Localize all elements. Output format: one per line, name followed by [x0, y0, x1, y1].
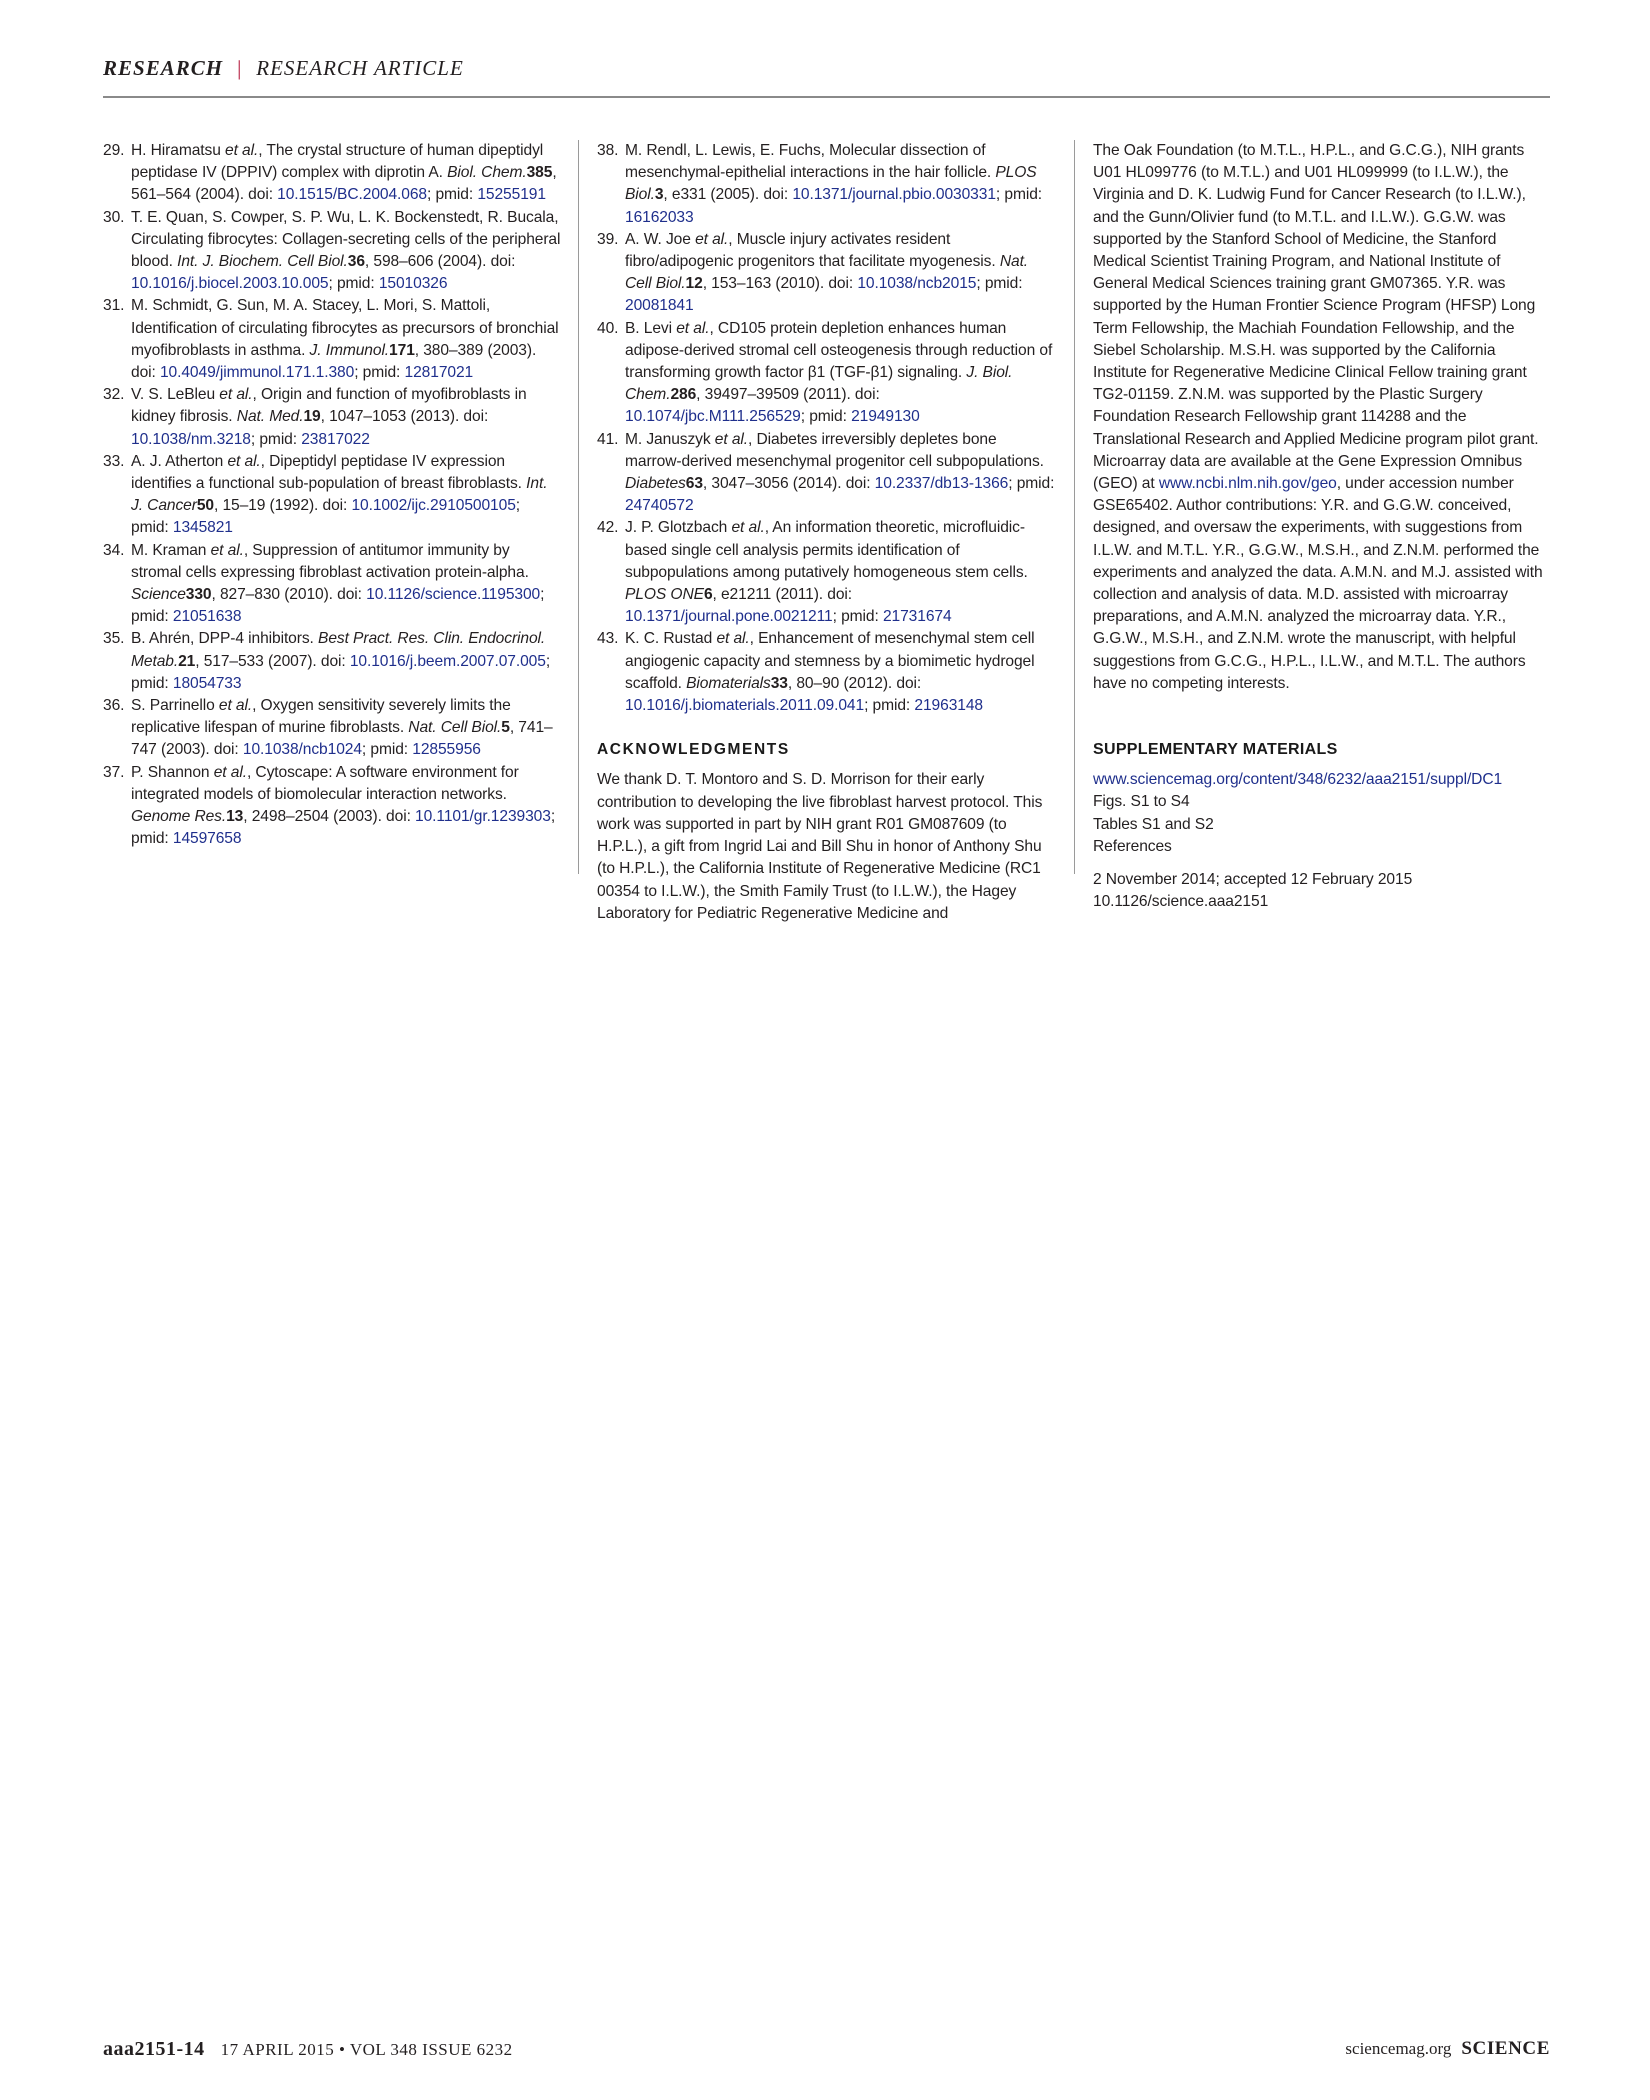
reference-doi-link[interactable]: 10.1038/ncb1024	[242, 741, 362, 759]
reference-item	[597, 628, 1057, 717]
reference-doi-link[interactable]: 10.1371/journal.pone.0021211	[625, 608, 833, 626]
reference-item	[597, 318, 1057, 429]
reference-title: , Dipeptidyl peptidase IV expression identifies a functional sub-population of breast fibroblasts.	[131, 452, 527, 493]
reference-item	[103, 295, 561, 384]
reference-title: , Muscle injury activates resident fibro/adipogenic progenitors that facilitate myogenesis.	[625, 230, 1000, 271]
reference-authors: S. Parrinello	[131, 697, 219, 715]
reference-authors: A. W. Joe	[625, 230, 696, 248]
footer-right	[1345, 2038, 1550, 2060]
submission-dates: 2 November 2014; accepted 12 February 2015	[1093, 871, 1413, 889]
reference-authors: J. P. Glotzbach	[625, 519, 732, 537]
reference-pmid-label: ; pmid:	[131, 497, 521, 537]
reference-pages: , e21211 (2011). doi:	[712, 586, 853, 604]
reference-number: 37.	[103, 763, 125, 781]
reference-pmid-label: ; pmid:	[131, 652, 551, 692]
reference-pages: , 1047–1053 (2013). doi:	[320, 408, 489, 426]
reference-volume: 19	[303, 408, 321, 426]
reference-doi-link[interactable]: 10.1002/ijc.2910500105	[351, 497, 516, 515]
reference-item	[103, 762, 561, 851]
reference-pmid-label: ; pmid:	[864, 697, 915, 715]
reference-volume: 12	[685, 275, 703, 293]
supp-item-tables: Tables S1 and S2	[1093, 815, 1214, 833]
reference-doi-link[interactable]: 10.1016/j.beem.2007.07.005	[349, 652, 546, 670]
reference-etal: et al.	[695, 230, 729, 248]
reference-volume: 171	[389, 341, 415, 359]
reference-etal: et al.	[731, 519, 765, 537]
reference-etal: et al.	[218, 697, 253, 715]
reference-volume: 33	[770, 674, 788, 692]
reference-authors: M. Kraman	[131, 541, 211, 559]
column-rule-1	[578, 140, 579, 874]
reference-doi-link[interactable]: 10.1126/science.1195300	[366, 586, 541, 604]
acknowledgments-column-3	[1093, 140, 1550, 911]
header-separator: |	[237, 56, 243, 80]
reference-volume: 63	[685, 475, 703, 493]
supp-item-references: References	[1093, 837, 1172, 855]
reference-authors: K. C. Rustad	[625, 630, 717, 648]
reference-pages: , e331 (2005). doi:	[663, 186, 793, 204]
reference-title: , Origin and function of myofibroblasts in kidney fibrosis.	[131, 386, 527, 426]
reference-doi-link[interactable]: 10.1074/jbc.M111.256529	[625, 408, 801, 426]
ack-text-b: The Oak Foundation (to M.T.L., H.P.L., and G.C.G.), NIH grants U01 HL099776 (to M.T.L.) and U01 HL099999 (to I.L.W.), the Virginia and D. K. Ludwig Fund for Cancer Research (to I.L.W.), and the Gunn/Olivier fund (to M.T.L. and I.L.W.). G.G.W. was supported by the Stanford School of Medicine, the Stanford Medical Scientist Training Program, and National Institute of General Medical Sciences training grant GM07365. Y.R. was supported by the Human Frontier Science Program (HFSP) Long Term Fellowship, the Machiah Foundation Fellowship, and the Siebel Scholarship. M.S.H. was supported by the California Institute for Regenerative Medicine Clinical Fellow training grant TG2-01159. Z.N.M. was supported by the Plastic Surgery Foundation Research Fellowship grant 114288 and the Translational Research and Applied Medicine program pilot grant. Microarray data are available at the Gene Expression Omnibus (GEO) at	[1093, 142, 1539, 493]
reference-title: , CD105 protein depletion enhances human adipose-derived stromal cell osteogenesis through reduction of transforming growth factor β1 (TGF-β1) signaling.	[625, 319, 1053, 382]
reference-pages: , 741–747 (2003). doi:	[131, 719, 553, 759]
reference-pages: , 517–533 (2007). doi:	[195, 652, 350, 670]
reference-doi-link[interactable]: 10.1016/j.biocel.2003.10.005	[131, 275, 329, 293]
reference-pmid-link[interactable]: 21731674	[882, 608, 952, 626]
reference-pmid-link[interactable]: 24740572	[625, 497, 694, 515]
reference-pmid-label: ; pmid:	[976, 275, 1023, 293]
reference-item	[597, 140, 1057, 229]
acknowledgments-text-a: We thank D. T. Montoro and S. D. Morrison for their early contribution to developing the live fibroblast harvest protocol. This work was supported in part by NIH grant R01 GM087609 (to H.P.L.), a gift from Ingrid Lai and Bill Shu in honor of Anthony Shu (to H.P.L.), the California Institute of Regenerative Medicine (RC1 00354 to I.L.W.), the Smith Family Trust (to I.L.W.), the Hagey Laboratory for Pediatric Regenerative Medicine and	[597, 771, 1043, 922]
reference-doi-link[interactable]: 10.1038/ncb2015	[857, 275, 977, 293]
reference-authors: B. Ahrén, DPP-4 inhibitors.	[131, 630, 319, 648]
reference-item	[103, 695, 561, 762]
reference-item	[103, 540, 561, 629]
reference-etal: et al.	[716, 630, 750, 648]
reference-journal: Nat. Cell Biol.	[408, 719, 502, 737]
page-number: aaa2151-14	[103, 2038, 205, 2060]
column-rule-2	[1074, 140, 1075, 874]
reference-journal: Genome Res.	[131, 808, 227, 826]
supp-item-figs: Figs. S1 to S4	[1093, 793, 1190, 811]
reference-pmid-link[interactable]: 21949130	[851, 408, 920, 426]
reference-title: , Enhancement of mesenchymal stem cell angiogenic capacity and stemness by a biomimetic hydrogel scaffold.	[625, 630, 1035, 692]
reference-authors: A. J. Atherton	[131, 452, 228, 470]
reference-doi-link[interactable]: 10.1371/journal.pbio.0030331	[792, 186, 996, 204]
reference-number: 31.	[103, 297, 125, 315]
reference-item	[103, 207, 561, 296]
reference-number: 32.	[103, 386, 125, 404]
reference-journal: Diabetes	[625, 475, 686, 493]
reference-volume: 6	[703, 586, 713, 604]
footer-brand: SCIENCE	[1461, 2038, 1550, 2059]
reference-journal: Science	[131, 586, 186, 604]
reference-etal: et al.	[213, 763, 247, 781]
reference-number: 36.	[103, 697, 125, 715]
reference-journal: Int. J. Biochem. Cell Biol.	[177, 253, 348, 271]
reference-number: 34.	[103, 541, 125, 559]
reference-journal: Nat. Cell Biol.	[625, 253, 1029, 293]
reference-pages: , 827–830 (2010). doi:	[211, 586, 367, 604]
reference-journal: Biol. Chem.	[447, 164, 527, 182]
article-doi: 10.1126/science.aaa2151	[1093, 893, 1269, 911]
reference-number: 39.	[597, 230, 619, 248]
reference-title: , An information theoretic, microfluidic-based single cell analysis permits identification of subpopulations among putatively homogeneous stem cells.	[625, 519, 1028, 581]
reference-pages: , 39497–39509 (2011). doi:	[696, 386, 880, 404]
reference-item	[597, 517, 1057, 628]
reference-pmid-link[interactable]: 21051638	[172, 608, 242, 626]
reference-etal: et al.	[219, 386, 253, 404]
reference-pmid-link[interactable]: 1345821	[172, 519, 233, 537]
reference-number: 42.	[597, 519, 619, 537]
reference-number: 40.	[597, 319, 619, 337]
supplementary-link[interactable]: www.sciencemag.org/content/348/6232/aaa2151/suppl/DC1	[1093, 771, 1503, 789]
reference-number: 41.	[597, 430, 619, 448]
reference-pages: , 3047–3056 (2014). doi:	[702, 475, 875, 493]
reference-authors: M. Januszyk	[625, 430, 715, 448]
running-header	[103, 56, 1550, 98]
reference-authors: M. Rendl, L. Lewis, E. Fuchs, Molecular dissection of mesenchymal-epithelial interactions in the hair follicle.	[625, 142, 996, 182]
reference-etal: et al.	[225, 142, 259, 159]
reference-pmid-label: ; pmid:	[131, 808, 556, 848]
reference-pmid-link[interactable]: 16162033	[625, 208, 694, 226]
references-column-1	[103, 140, 561, 874]
reference-item	[597, 229, 1057, 318]
reference-title: , Cytoscape: A software environment for integrated models of biomolecular interaction networks.	[131, 763, 519, 803]
reference-volume: 286	[670, 386, 697, 404]
reference-pmid-label: ; pmid:	[995, 186, 1043, 204]
reference-pages: , 598–606 (2004). doi:	[364, 253, 516, 271]
reference-pmid-link[interactable]: 15255191	[477, 186, 546, 204]
reference-title: , Suppression of antitumor immunity by stromal cells expressing fibroblast activation protein-alpha.	[131, 541, 529, 581]
reference-pages: , 15–19 (1992). doi:	[214, 497, 352, 515]
reference-volume: 5	[501, 719, 510, 737]
reference-journal: Best Pract. Res. Clin. Endocrinol. Metab.	[131, 630, 546, 670]
supplementary-heading: SUPPLEMENTARY MATERIALS	[1093, 741, 1338, 759]
reference-pmid-label: ; pmid:	[354, 364, 405, 382]
reference-item	[103, 451, 561, 540]
reference-pmid-link[interactable]: 14597658	[172, 830, 242, 848]
reference-title: , Diabetes irreversibly depletes bone marrow-derived mesenchymal progenitor cell subpopulations.	[625, 430, 1044, 470]
reference-journal: Int. J. Cancer	[131, 475, 548, 515]
reference-pmid-label: ; pmid:	[800, 408, 852, 426]
reference-journal: J. Biol. Chem.	[625, 364, 1013, 404]
reference-item	[597, 429, 1057, 518]
reference-pmid-link[interactable]: 18054733	[172, 674, 242, 692]
reference-volume: 13	[226, 808, 244, 826]
reference-pmid-link[interactable]: 23817022	[301, 430, 370, 448]
reference-pages: , 153–163 (2010). doi:	[702, 275, 858, 293]
reference-authors: H. Hiramatsu	[131, 142, 226, 159]
reference-pmid-label: ; pmid:	[131, 586, 545, 626]
reference-pmid-label: ; pmid:	[832, 608, 883, 626]
reference-pages: , 380–389 (2003). doi:	[131, 341, 537, 382]
reference-journal: PLOS Biol.	[625, 164, 1037, 204]
reference-pmid-link[interactable]: 12855956	[412, 741, 481, 759]
reference-volume: 36	[347, 253, 365, 271]
reference-pages: , 561–564 (2004). doi:	[131, 164, 557, 204]
reference-authors: P. Shannon	[131, 763, 214, 781]
reference-volume: 385	[526, 164, 553, 182]
reference-pmid-label: ; pmid:	[250, 430, 302, 448]
reference-pmid-link[interactable]: 15010326	[378, 275, 448, 293]
reference-doi-link[interactable]: 10.2337/db13-1366	[874, 475, 1009, 493]
reference-etal: et al.	[227, 452, 261, 470]
reference-title: , The crystal structure of human dipeptidyl peptidase IV (DPPIV) complex with diprotin A.	[131, 142, 544, 182]
reference-authors: T. E. Quan, S. Cowper, S. P. Wu, L. K. Bockenstedt, R. Bucala, Circulating fibrocytes: Collagen-secreting cells of the peripheral blood.	[131, 208, 561, 271]
references-list-2	[597, 140, 1057, 717]
reference-journal: J. Immunol.	[309, 341, 390, 359]
geo-link[interactable]: www.ncbi.nlm.nih.gov/geo	[1158, 475, 1337, 493]
reference-etal: et al.	[676, 319, 710, 337]
reference-pmid-link[interactable]: 21963148	[914, 697, 983, 715]
reference-doi-link[interactable]: 10.1515/BC.2004.068	[277, 186, 427, 204]
header-section: RESEARCH	[103, 56, 224, 80]
footer-site: sciencemag.org	[1345, 2039, 1452, 2058]
reference-pages: , 80–90 (2012). doi:	[787, 674, 922, 692]
reference-authors: V. S. LeBleu	[131, 386, 220, 404]
reference-pmid-label: ; pmid:	[328, 275, 379, 293]
reference-number: 30.	[103, 208, 125, 226]
references-column-2	[597, 140, 1057, 922]
reference-item	[103, 628, 561, 695]
reference-number: 35.	[103, 630, 125, 648]
reference-journal: PLOS ONE	[625, 586, 704, 604]
reference-pages: , 2498–2504 (2003). doi:	[243, 808, 416, 826]
reference-etal: et al.	[714, 430, 749, 448]
reference-pmid-label: ; pmid:	[427, 186, 478, 204]
reference-number: 29.	[103, 142, 125, 159]
ack-text-c: , under accession number GSE65402. Author contributions: Y.R. and G.G.W. conceived, designed, and oversaw the experiments, with suggestions from I.L.W. and M.T.L. Y.R., G.G.W., M.S.H., and Z.N.M. performed the experiments and analyzed the data. A.M.N. and M.J. assisted with collection and analysis of data. M.D. assisted with microarray preparations, and A.M.N. analyzed the microarray data. Y.R., G.G.W., M.S.H., and Z.N.M. wrote the manuscript, with helpful suggestions from G.C.G., H.P.L., I.L.W., and M.T.L. The authors have no competing interests.	[1093, 475, 1543, 692]
reference-item	[103, 384, 561, 451]
reference-authors: M. Schmidt, G. Sun, M. A. Stacey, L. Mori, S. Mattoli, Identification of circulating fibrocytes as precursors of bronchial myofibroblasts in asthma.	[131, 297, 559, 359]
reference-authors: B. Levi	[625, 319, 677, 337]
reference-volume: 50	[196, 497, 214, 515]
reference-number: 38.	[597, 142, 619, 159]
reference-volume: 21	[178, 652, 196, 670]
reference-volume: 3	[654, 186, 664, 204]
reference-pmid-link[interactable]: 20081841	[625, 297, 694, 315]
reference-pmid-link[interactable]: 12817021	[404, 364, 474, 382]
reference-journal: Nat. Med.	[236, 408, 304, 426]
reference-journal: Biomaterials	[686, 674, 771, 692]
reference-doi-link[interactable]: 10.1016/j.biomaterials.2011.09.041	[625, 697, 865, 715]
reference-number: 43.	[597, 630, 619, 648]
header-article-type: RESEARCH ARTICLE	[256, 56, 464, 80]
reference-doi-link[interactable]: 10.1038/nm.3218	[131, 430, 251, 448]
reference-number: 33.	[103, 452, 125, 470]
reference-doi-link[interactable]: 10.4049/jimmunol.171.1.380	[159, 364, 355, 382]
page-footer	[103, 2038, 1550, 2068]
reference-pmid-label: ; pmid:	[361, 741, 413, 759]
reference-pmid-label: ; pmid:	[1008, 475, 1055, 493]
acknowledgments-heading: ACKNOWLEDGMENTS	[597, 741, 790, 759]
reference-doi-link[interactable]: 10.1101/gr.1239303	[415, 808, 551, 826]
issue-info: 17 APRIL 2015 • VOL 348 ISSUE 6232	[220, 2040, 513, 2059]
reference-title: , Oxygen sensitivity severely limits the replicative lifespan of murine fibroblasts.	[131, 697, 511, 737]
reference-volume: 330	[185, 586, 212, 604]
acknowledgments-text-b	[1093, 140, 1550, 695]
reference-etal: et al.	[210, 541, 244, 559]
reference-item	[103, 140, 561, 207]
